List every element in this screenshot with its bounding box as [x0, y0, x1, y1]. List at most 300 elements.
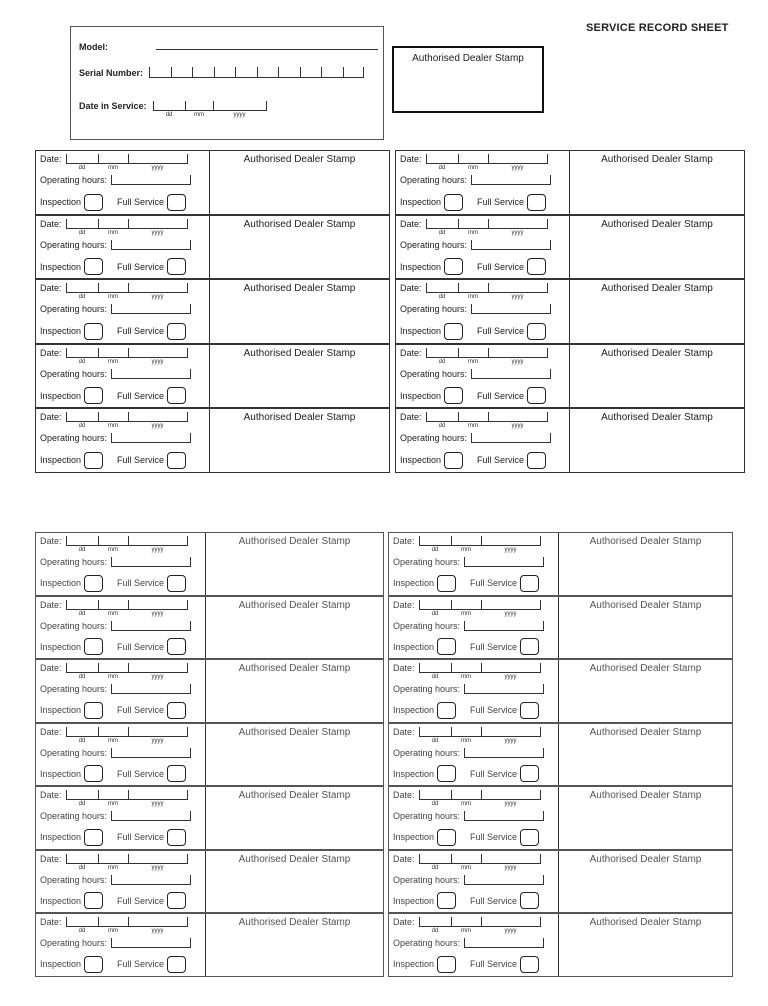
mm-hint: mm	[108, 423, 119, 430]
authorised-dealer-stamp: Authorised Dealer Stamp	[601, 283, 713, 295]
operating-hours-row	[40, 240, 191, 250]
record-date-field[interactable]	[426, 348, 548, 365]
service-type-row	[40, 194, 186, 211]
operating-hours-label: Operating hours:	[40, 620, 108, 631]
service-record-info	[36, 597, 206, 659]
record-date-field[interactable]	[426, 219, 548, 236]
operating-hours-label: Operating hours:	[40, 684, 108, 694]
record-date-row	[400, 412, 548, 430]
service-record-info	[36, 216, 210, 279]
service-record	[388, 659, 733, 723]
full-service-label: Full Service	[470, 959, 518, 969]
service-record	[388, 596, 733, 660]
yyyy-hint: yyyy	[511, 358, 524, 365]
inspection-checkbox[interactable]	[437, 638, 456, 655]
dd-hint: dd	[431, 547, 439, 553]
operating-hours-label: Operating hours:	[40, 811, 108, 821]
inspection-label: Inspection	[40, 705, 82, 715]
inspection-label: Inspection	[40, 326, 82, 337]
record-date-row	[40, 917, 188, 934]
inspection-checkbox[interactable]	[437, 575, 456, 592]
full-service-checkbox[interactable]	[167, 323, 186, 340]
operating-hours-field[interactable]	[111, 304, 191, 314]
operating-hours-label: Operating hours:	[393, 938, 461, 948]
inspection-label: Inspection	[400, 326, 442, 337]
dd-hint: dd	[431, 674, 439, 680]
inspection-checkbox[interactable]	[437, 956, 456, 973]
mm-hint: mm	[461, 928, 472, 934]
record-date-row	[40, 412, 188, 430]
operating-hours-row	[40, 938, 191, 948]
record-date-field[interactable]	[66, 412, 188, 430]
inspection-checkbox[interactable]	[84, 956, 103, 973]
mm-hint: mm	[108, 358, 119, 365]
operating-hours-row	[40, 875, 191, 885]
inspection-label: Inspection	[40, 261, 82, 272]
yyyy-hint: yyyy	[151, 423, 164, 430]
inspection-checkbox[interactable]	[84, 829, 103, 846]
full-service-checkbox[interactable]	[167, 638, 186, 655]
inspection-label: Inspection	[400, 455, 442, 466]
inspection-checkbox[interactable]	[84, 892, 103, 909]
mm-hint: mm	[461, 610, 472, 617]
record-date-row	[40, 218, 188, 236]
dd-hint: dd	[431, 737, 439, 744]
record-date-row	[40, 853, 188, 871]
service-record	[35, 786, 384, 850]
record-date-field[interactable]	[66, 348, 188, 365]
mm-hint: mm	[108, 610, 119, 617]
mm-hint: mm	[108, 801, 119, 807]
record-date-label: Date:	[40, 599, 62, 610]
service-record	[35, 850, 384, 914]
service-record-info	[389, 851, 559, 913]
record-date-label: Date:	[393, 726, 415, 737]
full-service-checkbox[interactable]	[527, 194, 546, 211]
dd-hint: dd	[78, 610, 86, 617]
service-record-info	[36, 409, 210, 472]
inspection-label: Inspection	[393, 895, 435, 906]
full-service-checkbox[interactable]	[527, 452, 546, 469]
record-date-label: Date:	[400, 218, 422, 229]
dd-hint: dd	[438, 358, 446, 365]
operating-hours-field[interactable]	[111, 433, 191, 443]
operating-hours-row	[40, 557, 191, 567]
record-date-label: Date:	[40, 283, 62, 294]
mm-hint: mm	[468, 423, 479, 430]
full-service-label: Full Service	[117, 768, 165, 779]
record-date-label: Date:	[393, 536, 415, 546]
service-records-top	[35, 150, 745, 473]
operating-hours-row	[393, 621, 544, 631]
operating-hours-field[interactable]	[464, 557, 544, 567]
mm-hint: mm	[108, 864, 119, 871]
dd-hint: dd	[78, 737, 86, 744]
full-service-label: Full Service	[470, 832, 518, 842]
operating-hours-field[interactable]	[111, 175, 191, 185]
inspection-checkbox[interactable]	[84, 258, 103, 275]
record-date-row	[40, 347, 188, 365]
full-service-label: Full Service	[470, 578, 518, 588]
operating-hours-field[interactable]	[464, 621, 544, 631]
service-record	[388, 786, 733, 850]
record-date-label: Date:	[400, 347, 422, 358]
record-date-label: Date:	[40, 347, 62, 358]
authorised-dealer-stamp: Authorised Dealer Stamp	[238, 853, 351, 865]
yyyy-hint: yyyy	[151, 229, 164, 236]
service-type-row	[40, 575, 186, 592]
inspection-checkbox[interactable]	[84, 575, 103, 592]
operating-hours-label: Operating hours:	[393, 874, 461, 885]
service-type-row	[393, 956, 539, 973]
operating-hours-field[interactable]	[464, 684, 544, 694]
operating-hours-field[interactable]	[464, 748, 544, 758]
service-record	[35, 215, 390, 280]
record-date-field[interactable]	[66, 854, 188, 871]
record-date-label: Date:	[400, 283, 422, 294]
full-service-checkbox[interactable]	[527, 387, 546, 404]
full-service-checkbox[interactable]	[167, 956, 186, 973]
date-in-service-field[interactable]	[153, 101, 267, 118]
full-service-checkbox[interactable]	[167, 702, 186, 719]
service-record	[35, 150, 390, 215]
authorised-dealer-stamp: Authorised Dealer Stamp	[238, 599, 351, 611]
operating-hours-field[interactable]	[111, 240, 191, 250]
full-service-checkbox[interactable]	[520, 702, 539, 719]
dd-hint: dd	[438, 294, 446, 301]
dd-hint: dd	[78, 229, 86, 236]
service-type-row	[40, 956, 186, 973]
record-date-field[interactable]	[426, 283, 548, 301]
full-service-checkbox[interactable]	[520, 956, 539, 973]
yyyy-hint: yyyy	[151, 674, 164, 680]
operating-hours-field[interactable]	[464, 875, 544, 885]
operating-hours-label: Operating hours:	[40, 304, 108, 315]
record-date-field[interactable]	[66, 917, 188, 934]
inspection-checkbox[interactable]	[444, 387, 463, 404]
authorised-dealer-stamp: Authorised Dealer Stamp	[243, 218, 356, 230]
full-service-checkbox[interactable]	[167, 194, 186, 211]
full-service-label: Full Service	[117, 705, 165, 715]
inspection-checkbox[interactable]	[84, 452, 103, 469]
record-date-field[interactable]	[419, 727, 541, 744]
operating-hours-label: Operating hours:	[393, 557, 461, 567]
record-date-label: Date:	[40, 412, 62, 423]
record-date-label: Date:	[393, 663, 415, 673]
service-type-row	[400, 194, 546, 211]
sheet-title: SERVICE RECORD SHEET	[586, 22, 729, 34]
service-record-info	[36, 280, 210, 343]
operating-hours-row	[393, 938, 544, 948]
full-service-label: Full Service	[470, 768, 518, 779]
authorised-dealer-stamp: Authorised Dealer Stamp	[601, 154, 713, 165]
record-date-field[interactable]	[419, 790, 541, 807]
record-date-field[interactable]	[66, 727, 188, 744]
dd-hint: dd	[165, 112, 173, 118]
operating-hours-label: Operating hours:	[400, 433, 468, 444]
record-date-field[interactable]	[66, 283, 188, 301]
operating-hours-field[interactable]	[111, 811, 191, 821]
inspection-label: Inspection	[400, 390, 442, 401]
dd-hint: dd	[78, 165, 86, 171]
operating-hours-row	[40, 811, 191, 821]
record-date-field[interactable]	[66, 536, 188, 553]
record-date-field[interactable]	[419, 854, 541, 871]
model-field[interactable]	[156, 49, 378, 50]
service-record-info	[36, 660, 206, 722]
inspection-label: Inspection	[400, 261, 442, 272]
date-in-service-row	[79, 101, 267, 118]
inspection-checkbox[interactable]	[444, 452, 463, 469]
mm-hint: mm	[108, 165, 119, 171]
dd-hint: dd	[438, 165, 446, 171]
operating-hours-label: Operating hours:	[400, 304, 468, 315]
full-service-label: Full Service	[470, 895, 518, 906]
record-date-field[interactable]	[66, 663, 188, 680]
service-type-row	[393, 829, 539, 846]
service-record-info	[396, 280, 570, 343]
inspection-checkbox[interactable]	[84, 323, 103, 340]
service-record	[35, 532, 384, 596]
service-record	[395, 150, 745, 215]
record-date-field[interactable]	[66, 790, 188, 807]
record-date-field[interactable]	[419, 917, 541, 934]
full-service-checkbox[interactable]	[520, 575, 539, 592]
dd-hint: dd	[438, 423, 446, 430]
yyyy-hint: yyyy	[151, 864, 164, 871]
operating-hours-field[interactable]	[111, 557, 191, 567]
inspection-label: Inspection	[393, 641, 435, 652]
full-service-checkbox[interactable]	[527, 258, 546, 275]
yyyy-hint: yyyy	[511, 423, 524, 430]
full-service-checkbox[interactable]	[167, 258, 186, 275]
record-date-label: Date:	[40, 917, 62, 927]
record-date-row	[40, 283, 188, 301]
full-service-checkbox[interactable]	[520, 765, 539, 782]
record-date-row	[393, 663, 541, 680]
mm-hint: mm	[108, 737, 119, 744]
yyyy-hint: yyyy	[504, 674, 517, 680]
service-type-row	[40, 387, 186, 404]
service-type-row	[393, 575, 539, 592]
operating-hours-row	[400, 304, 551, 314]
service-type-row	[40, 892, 186, 909]
service-record-info	[396, 345, 570, 408]
dd-hint: dd	[78, 801, 86, 807]
service-record-info	[36, 345, 210, 408]
record-date-field[interactable]	[66, 154, 188, 171]
operating-hours-field[interactable]	[111, 684, 191, 694]
dd-hint: dd	[431, 801, 439, 807]
record-date-row	[400, 283, 548, 301]
authorised-dealer-stamp: Authorised Dealer Stamp	[243, 283, 356, 295]
record-date-row	[40, 536, 188, 553]
service-record-info	[389, 724, 559, 786]
yyyy-hint: yyyy	[151, 737, 164, 744]
record-date-label: Date:	[393, 790, 415, 800]
inspection-checkbox[interactable]	[444, 258, 463, 275]
record-date-row	[400, 347, 548, 365]
operating-hours-field[interactable]	[471, 175, 551, 185]
service-record	[388, 850, 733, 914]
yyyy-hint: yyyy	[511, 165, 524, 171]
mm-hint: mm	[108, 229, 119, 236]
operating-hours-label: Operating hours:	[40, 557, 108, 567]
authorised-dealer-stamp: Authorised Dealer Stamp	[238, 663, 351, 674]
operating-hours-field[interactable]	[471, 369, 551, 379]
service-record-info	[389, 660, 559, 722]
record-date-label: Date:	[40, 218, 62, 229]
full-service-checkbox[interactable]	[167, 892, 186, 909]
inspection-checkbox[interactable]	[84, 194, 103, 211]
record-date-row	[40, 599, 188, 617]
full-service-label: Full Service	[117, 959, 165, 969]
service-record	[388, 532, 733, 596]
record-date-field[interactable]	[66, 219, 188, 236]
full-service-checkbox[interactable]	[167, 387, 186, 404]
serial-number-field[interactable]	[149, 67, 364, 78]
full-service-checkbox[interactable]	[167, 452, 186, 469]
inspection-checkbox[interactable]	[437, 702, 456, 719]
record-date-label: Date:	[40, 154, 62, 164]
full-service-checkbox[interactable]	[520, 892, 539, 909]
inspection-label: Inspection	[393, 705, 435, 715]
authorised-dealer-stamp: Authorised Dealer Stamp	[238, 917, 351, 928]
inspection-label: Inspection	[393, 832, 435, 842]
service-record	[35, 596, 384, 660]
service-record	[395, 279, 745, 344]
full-service-label: Full Service	[477, 455, 525, 466]
operating-hours-row	[40, 433, 191, 443]
inspection-checkbox[interactable]	[84, 702, 103, 719]
service-record	[35, 659, 384, 723]
yyyy-hint: yyyy	[151, 165, 164, 171]
service-type-row	[393, 765, 539, 782]
operating-hours-label: Operating hours:	[393, 620, 461, 631]
service-type-row	[40, 702, 186, 719]
mm-hint: mm	[194, 112, 205, 118]
full-service-label: Full Service	[117, 455, 165, 466]
dd-hint: dd	[431, 928, 439, 934]
inspection-checkbox[interactable]	[84, 387, 103, 404]
inspection-label: Inspection	[40, 390, 82, 401]
date-in-service-label: Date in Service:	[79, 101, 147, 111]
full-service-checkbox[interactable]	[167, 829, 186, 846]
dd-hint: dd	[78, 423, 86, 430]
service-record	[35, 408, 390, 473]
dd-hint: dd	[431, 864, 439, 871]
service-type-row	[40, 765, 186, 782]
yyyy-hint: yyyy	[151, 547, 164, 553]
full-service-checkbox[interactable]	[167, 765, 186, 782]
operating-hours-row	[40, 684, 191, 694]
full-service-label: Full Service	[117, 261, 165, 272]
operating-hours-row	[40, 748, 191, 758]
full-service-label: Full Service	[117, 326, 165, 337]
record-date-field[interactable]	[426, 154, 548, 171]
record-date-field[interactable]	[419, 600, 541, 617]
service-record	[395, 344, 745, 409]
mm-hint: mm	[468, 358, 479, 365]
operating-hours-field[interactable]	[111, 748, 191, 758]
dd-hint: dd	[78, 358, 86, 365]
yyyy-hint: yyyy	[511, 229, 524, 236]
inspection-label: Inspection	[40, 959, 82, 969]
operating-hours-field[interactable]	[111, 875, 191, 885]
full-service-checkbox[interactable]	[167, 575, 186, 592]
operating-hours-field[interactable]	[464, 938, 544, 948]
authorised-dealer-stamp: Authorised Dealer Stamp	[238, 536, 351, 547]
inspection-label: Inspection	[40, 768, 82, 779]
operating-hours-label: Operating hours:	[400, 239, 468, 250]
operating-hours-field[interactable]	[111, 621, 191, 631]
inspection-checkbox[interactable]	[444, 194, 463, 211]
operating-hours-row	[393, 684, 544, 694]
record-date-field[interactable]	[419, 536, 541, 553]
full-service-checkbox[interactable]	[520, 829, 539, 846]
inspection-checkbox[interactable]	[437, 829, 456, 846]
inspection-label: Inspection	[393, 959, 435, 969]
mm-hint: mm	[108, 674, 119, 680]
dd-hint: dd	[431, 610, 439, 617]
authorised-dealer-stamp: Authorised Dealer Stamp	[589, 853, 702, 865]
service-record	[35, 913, 384, 977]
full-service-label: Full Service	[477, 197, 525, 208]
operating-hours-field[interactable]	[111, 938, 191, 948]
service-record-info	[396, 216, 570, 279]
operating-hours-label: Operating hours:	[40, 175, 108, 185]
record-date-row	[393, 536, 541, 553]
inspection-label: Inspection	[40, 641, 82, 652]
inspection-label: Inspection	[393, 578, 435, 588]
operating-hours-field[interactable]	[111, 369, 191, 379]
record-date-field[interactable]	[66, 600, 188, 617]
operating-hours-row	[393, 811, 544, 821]
yyyy-hint: yyyy	[151, 928, 164, 934]
inspection-checkbox[interactable]	[84, 765, 103, 782]
record-date-field[interactable]	[419, 663, 541, 680]
record-date-label: Date:	[400, 412, 422, 423]
dd-hint: dd	[78, 547, 86, 553]
record-date-field[interactable]	[426, 412, 548, 430]
operating-hours-field[interactable]	[471, 240, 551, 250]
model-label: Model:	[79, 42, 108, 52]
full-service-label: Full Service	[470, 705, 518, 715]
operating-hours-field[interactable]	[471, 433, 551, 443]
record-date-label: Date:	[40, 790, 62, 800]
authorised-dealer-stamp: Authorised Dealer Stamp	[238, 790, 351, 801]
record-date-row	[40, 726, 188, 744]
yyyy-hint: yyyy	[151, 610, 164, 617]
service-record	[388, 723, 733, 787]
record-date-label: Date:	[400, 154, 422, 164]
inspection-checkbox[interactable]	[84, 638, 103, 655]
full-service-label: Full Service	[117, 895, 165, 906]
inspection-checkbox[interactable]	[444, 323, 463, 340]
full-service-label: Full Service	[117, 641, 165, 652]
full-service-checkbox[interactable]	[520, 638, 539, 655]
inspection-checkbox[interactable]	[437, 765, 456, 782]
operating-hours-field[interactable]	[464, 811, 544, 821]
inspection-label: Inspection	[40, 832, 82, 842]
full-service-checkbox[interactable]	[527, 323, 546, 340]
yyyy-hint: yyyy	[151, 294, 164, 301]
operating-hours-label: Operating hours:	[400, 368, 468, 379]
operating-hours-field[interactable]	[471, 304, 551, 314]
service-type-row	[40, 452, 186, 469]
inspection-checkbox[interactable]	[437, 892, 456, 909]
mm-hint: mm	[468, 229, 479, 236]
